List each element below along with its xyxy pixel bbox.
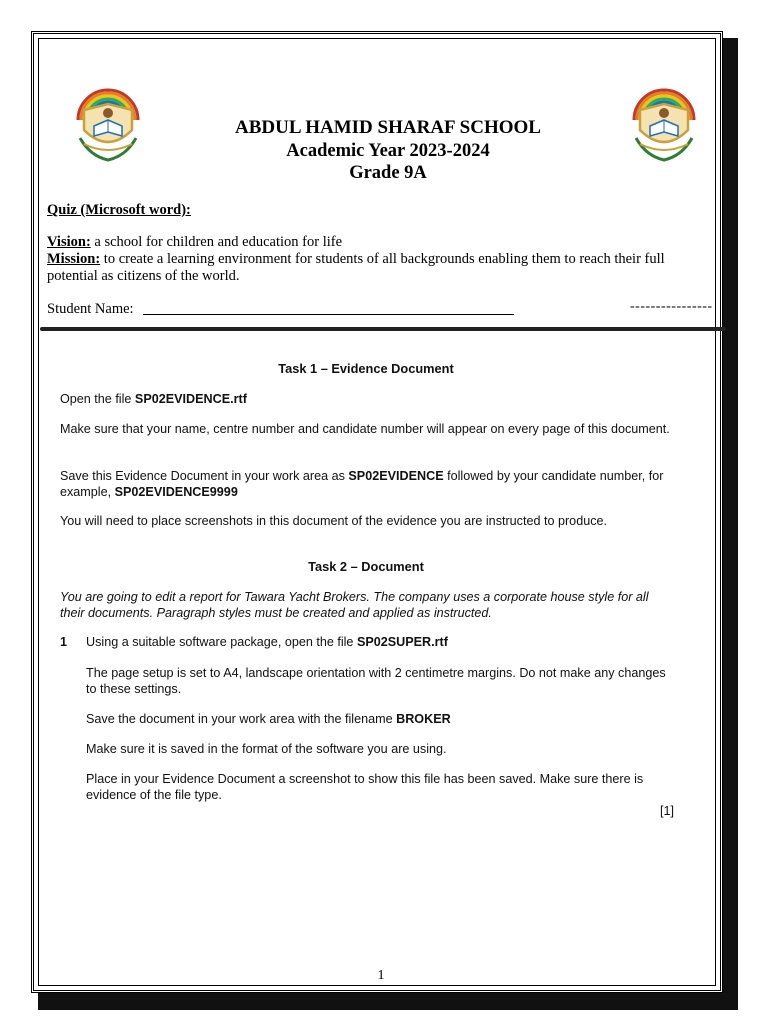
task1-save-name: SP02EVIDENCE (348, 469, 444, 483)
task1-save (60, 468, 675, 500)
student-name-field[interactable] (143, 314, 514, 315)
task1-open-filename: SP02EVIDENCE.rtf (134, 392, 247, 406)
task1-save-prefix: Save this Evidence Document in your work area as (60, 469, 349, 483)
question-number: 1 (60, 635, 68, 649)
student-dashes: ---------------- (630, 299, 713, 314)
task1-make-sure: Make sure that your name, centre number and candidate number will appear on every page of this document. (60, 422, 670, 436)
academic-year: Academic Year 2023-2024 (286, 141, 490, 161)
task1-save-example: SP02EVIDENCE9999 (114, 485, 238, 499)
task1-open-prefix: Open the file (60, 392, 135, 406)
task1-screenshots: You will need to place screenshots in this document of the evidence you are instructed to produce. (60, 514, 607, 528)
question-open-filename: SP02SUPER.rtf (356, 635, 448, 649)
question-save-name: BROKER (396, 712, 451, 726)
task2-title: Task 2 – Document (308, 559, 424, 574)
student-name-label: Student Name: (47, 301, 134, 317)
grade-label: Grade 9A (349, 163, 427, 183)
mission-text: to create a learning environment for students of all backgrounds enabling them to reach their full potential as citizens of the world. (47, 251, 665, 284)
task1-save-mid: followed by your candidate number, for example, (60, 469, 664, 499)
mission-label: Mission: (47, 251, 101, 267)
question-format: Make sure it is saved in the format of the software you are using. (86, 742, 447, 756)
section-divider (40, 327, 726, 331)
school-name: ABDUL HAMID SHARAF SCHOOL (235, 117, 541, 138)
question-page-setup: The page setup is set to A4, landscape orientation with 2 centimetre margins. Do not make any changes to these settings. (86, 666, 666, 696)
question-open-file (86, 634, 676, 650)
page-number: 1 (377, 968, 385, 983)
question-marks: [1] (659, 804, 674, 818)
question-save-prefix: Save the document in your work area with the filename (86, 712, 397, 726)
task2-intro: You are going to edit a report for Tawara Yacht Brokers. The company uses a corporate house style for all their documents. Paragraph styles must be created and applied as instructed. (60, 590, 649, 620)
question-evidence: Place in your Evidence Document a screenshot to show this file has been saved. Make sure there is evidence of the file type. (86, 772, 644, 802)
question-open-prefix: Using a suitable software package, open the file (86, 635, 357, 649)
mission-statement (47, 251, 717, 285)
vision-label: Vision: (47, 234, 91, 250)
question-save (86, 711, 676, 727)
task1-open-file (60, 391, 675, 407)
vision-text: a school for children and education for life (90, 234, 343, 250)
vision-statement (47, 234, 342, 251)
quiz-title: Quiz (Microsoft word): (47, 202, 191, 218)
task1-title: Task 1 – Evidence Document (278, 361, 454, 376)
